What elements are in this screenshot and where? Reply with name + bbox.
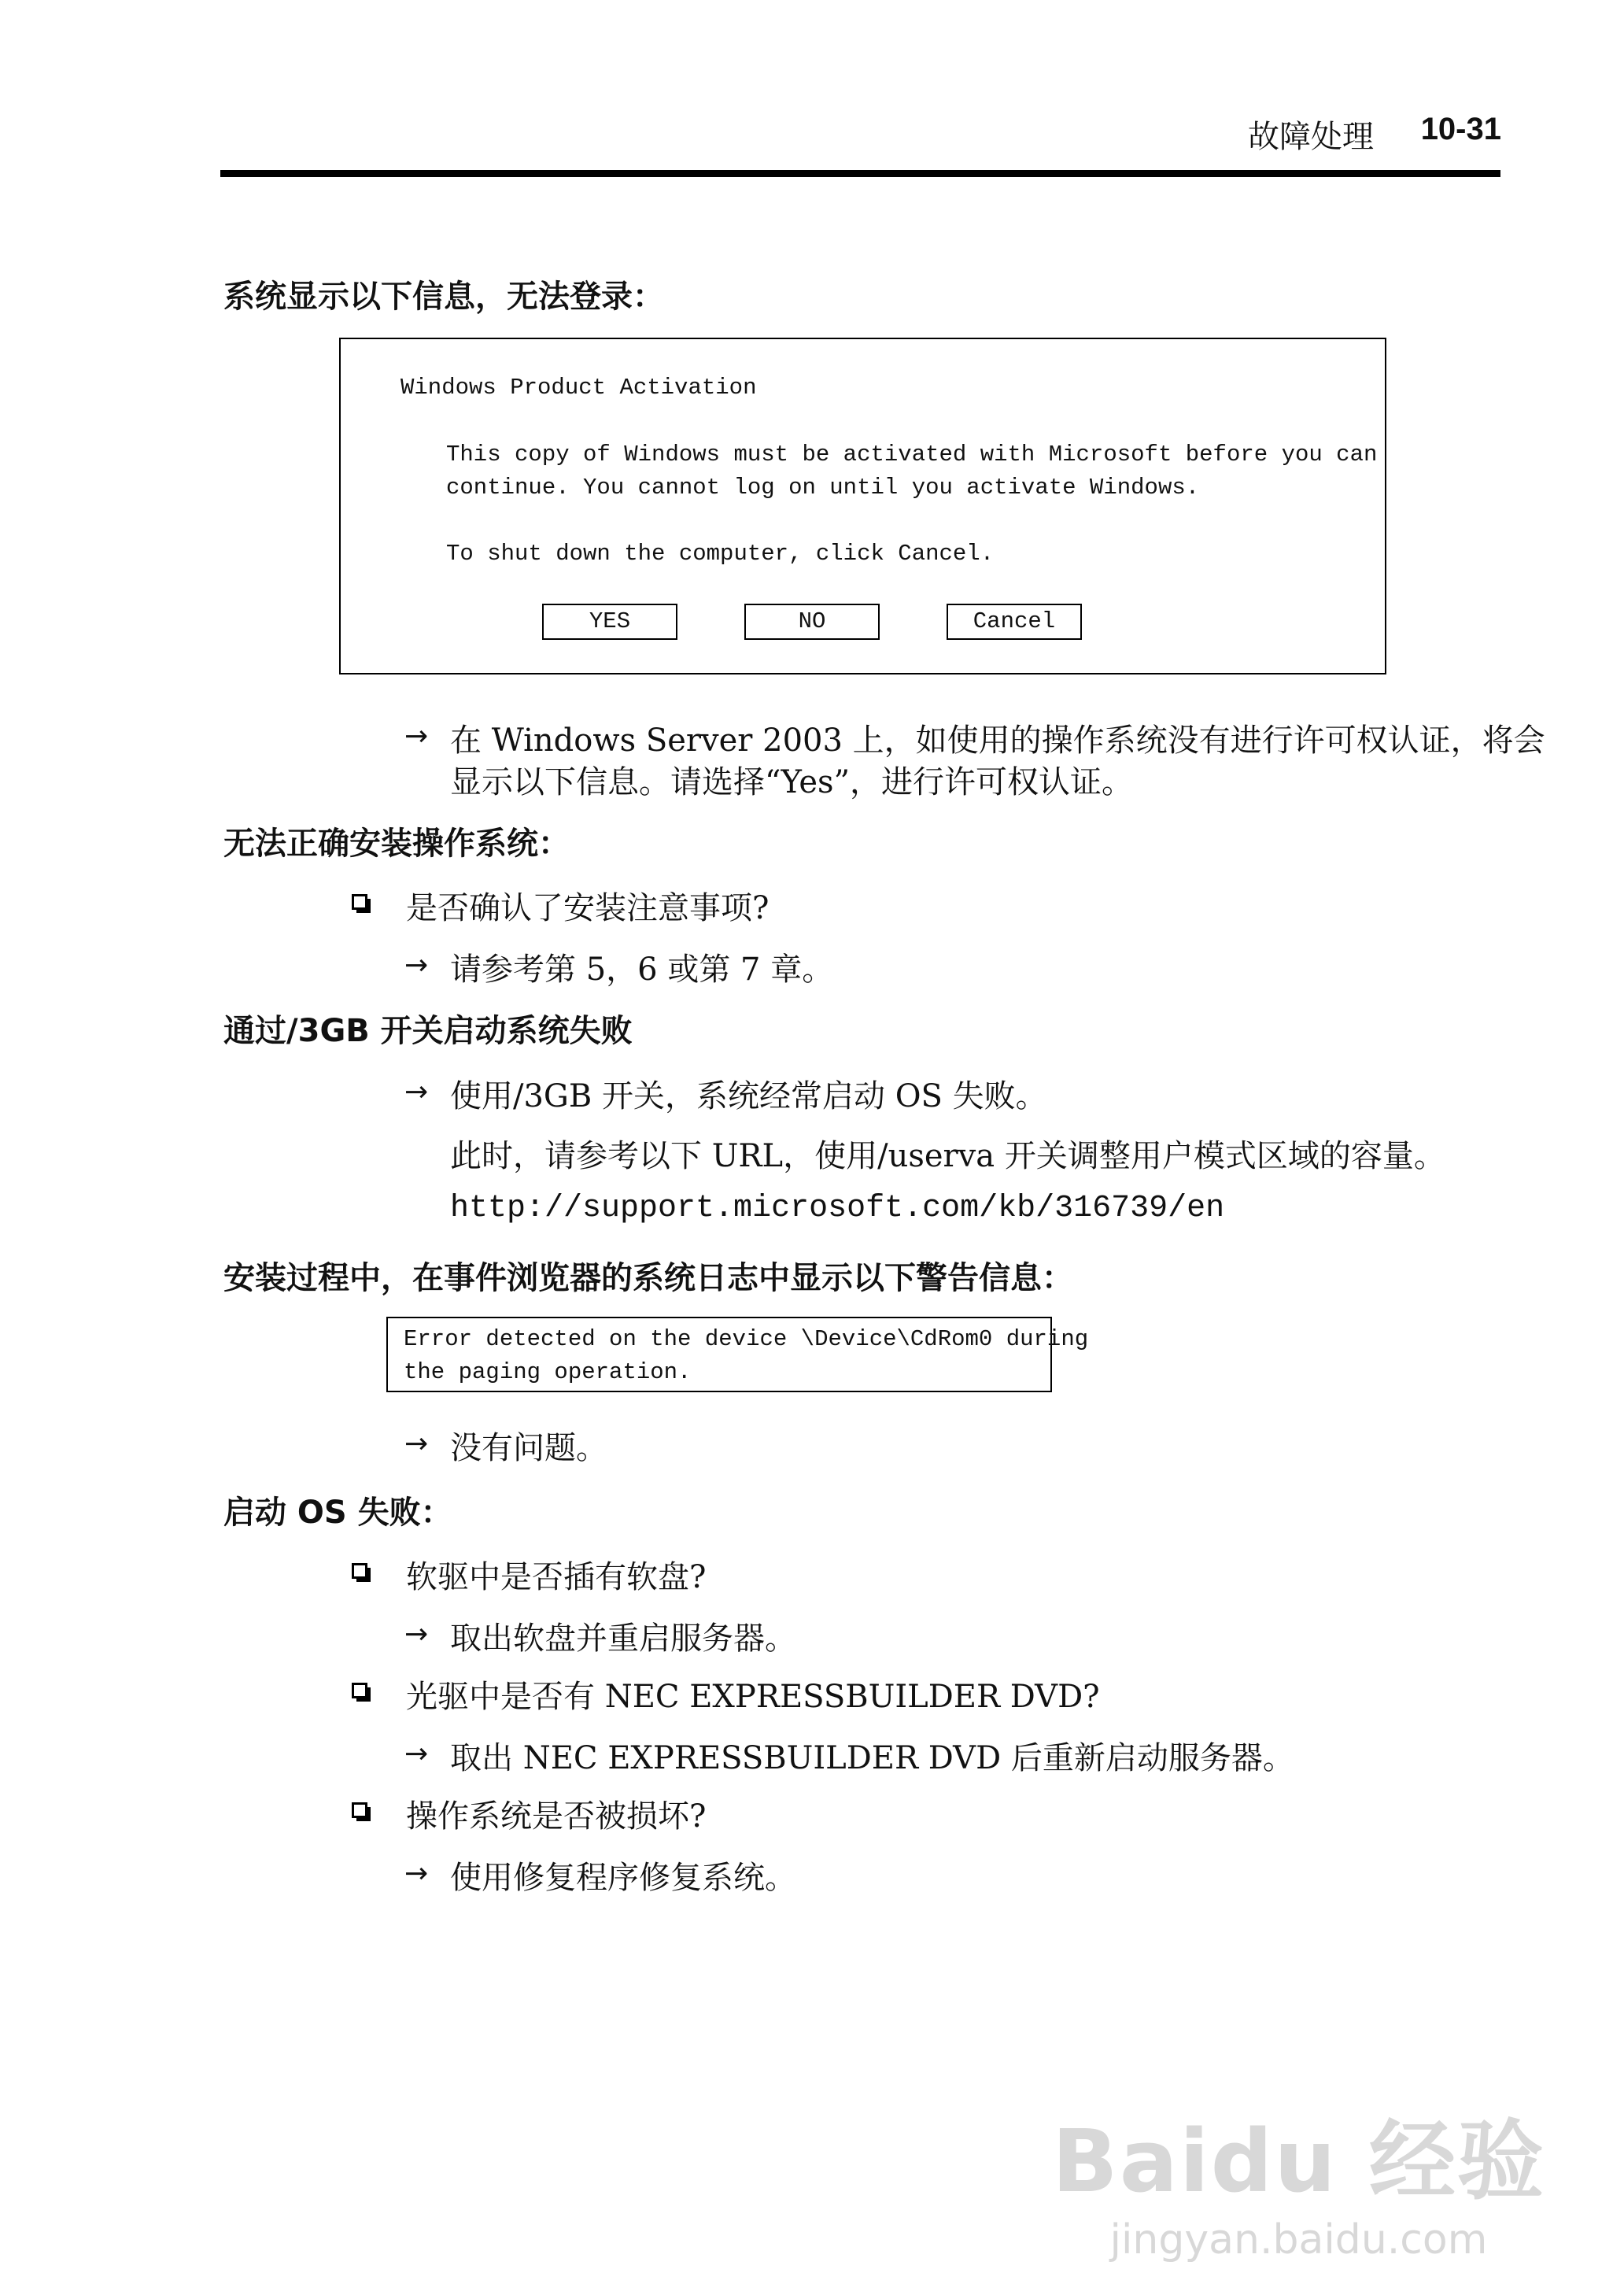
section5-question1: 软驱中是否插有软盘?	[406, 1559, 707, 1595]
arrow-icon: →	[404, 1857, 429, 1890]
dialog-line3: To shut down the computer, click Cancel.	[446, 541, 995, 567]
checkbox-icon	[352, 1802, 367, 1818]
dialog-line2: continue. You cannot log on until you activate Windows.	[446, 475, 1200, 501]
arrow-icon: →	[404, 1618, 429, 1650]
section1-heading: 系统显示以下信息，无法登录：	[223, 279, 664, 315]
arrow-icon: →	[404, 1076, 429, 1108]
watermark-logo: Baidu 经验	[1051, 2111, 1545, 2212]
header-rule	[220, 170, 1500, 177]
section3-answer2: 此时，请参考以下 URL，使用/userva 开关调整用户模式区域的容量。	[450, 1138, 1445, 1174]
checkbox-icon	[352, 1563, 367, 1579]
section1-note-line2: 显示以下信息。请选择“Yes”，进行许可权认证。	[450, 764, 1134, 800]
warning-message-box	[386, 1317, 1089, 1392]
arrow-icon: →	[404, 1738, 429, 1770]
watermark-url: jingyan.baidu.com	[1109, 2216, 1488, 2264]
section5-answer3: 使用修复程序修复系统。	[450, 1860, 796, 1896]
section5-question2: 光驱中是否有 NEC EXPRESSBUILDER DVD?	[406, 1679, 1100, 1715]
checkbox-icon	[352, 894, 367, 910]
section5-question3: 操作系统是否被损坏?	[406, 1798, 707, 1835]
support-url-link[interactable]: http://support.microsoft.com/kb/316739/en	[450, 1191, 1225, 1226]
arrow-icon: →	[404, 720, 429, 752]
header-title: 故障处理	[1248, 119, 1374, 155]
section2-question: 是否确认了安装注意事项?	[406, 890, 770, 926]
section4-heading: 安装过程中，在事件浏览器的系统日志中显示以下警告信息：	[223, 1260, 1073, 1296]
yes-button[interactable]: YES	[542, 604, 677, 640]
section1-note-line1: 在 Windows Server 2003 上，如使用的操作系统没有进行许可权认证，将会	[450, 722, 1545, 759]
checkbox-icon	[352, 1683, 367, 1698]
baidu-watermark	[1052, 2092, 1545, 2264]
section2-answer: 请参考第 5，6 或第 7 章。	[450, 952, 834, 988]
section2-heading: 无法正确安装操作系统：	[223, 826, 570, 862]
arrow-icon: →	[404, 949, 429, 981]
arrow-icon: →	[404, 1428, 429, 1460]
dialog-title: Windows Product Activation	[400, 375, 757, 401]
section5-heading: 启动 OS 失败：	[223, 1495, 452, 1531]
section3-answer1: 使用/3GB 开关，系统经常启动 OS 失败。	[450, 1078, 1047, 1114]
section5-answer1: 取出软盘并重启服务器。	[450, 1621, 796, 1657]
dialog-line1: This copy of Windows must be activated with Microsoft before you can	[446, 442, 1378, 468]
section5-answer2: 取出 NEC EXPRESSBUILDER DVD 后重新启动服务器。	[450, 1740, 1294, 1776]
page-number: 10-31	[1420, 112, 1501, 146]
activation-dialog	[339, 338, 1386, 674]
warning-line2: the paging operation.	[404, 1359, 692, 1385]
cancel-button[interactable]: Cancel	[947, 604, 1082, 640]
section4-answer: 没有问题。	[450, 1430, 607, 1466]
no-button[interactable]: NO	[744, 604, 880, 640]
section3-heading: 通过/3GB 开关启动系统失败	[223, 1013, 633, 1049]
warning-line1: Error detected on the device \Device\CdRom0 during	[404, 1326, 1089, 1352]
